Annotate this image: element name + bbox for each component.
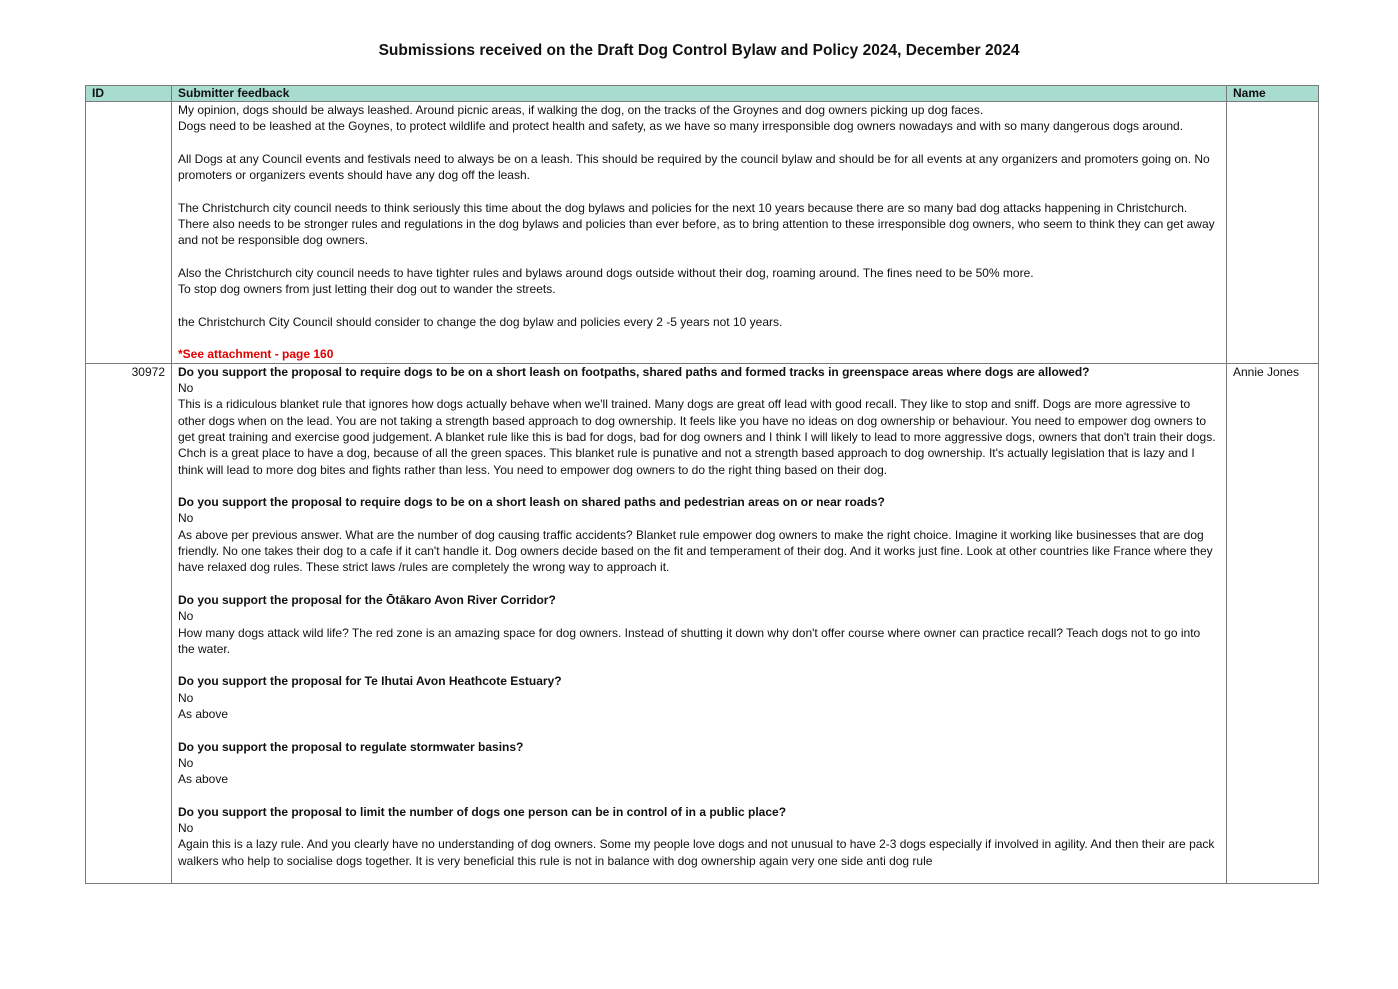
submitter-feedback-cell (172, 363, 1227, 883)
document-title: Submissions received on the Draft Dog Control Bylaw and Policy 2024, December 2024 (378, 42, 1020, 59)
comment: Again this is a lazy rule. And you clearly have no understanding of dog owners. Some my people love dogs and not unusual to have 2-3 dogs especially if involved in agility. And then their are pack walkers who help to socialise dogs together. It is very beneficial this rule is not in balance with dog ownership again very one side anti dog rule (178, 837, 1215, 868)
feedback-paragraph: Dogs need to be leashed at the Goynes, to protect wildlife and protect health and safety, as we have so many irresponsible dog owners nowadays and with so many dangerous dogs around. (178, 119, 1184, 134)
submission-id: 30972 (86, 363, 172, 883)
table-row (86, 102, 1319, 364)
answer: No (178, 609, 194, 624)
answer: No (178, 690, 194, 705)
answer: No (178, 511, 194, 526)
feedback-paragraph: To stop dog owners from just letting their dog out to wander the streets. (178, 282, 556, 297)
question: Do you support the proposal to require dogs to be on a short leash on shared paths and pedestrian areas on or near roads? (178, 495, 885, 510)
comment: As above (178, 772, 229, 787)
table-row (86, 363, 1319, 883)
question: Do you support the proposal to limit the number of dogs one person can be in control of in a public place? (178, 804, 787, 819)
question: Do you support the proposal for the Ōtākaro Avon River Corridor? (178, 592, 556, 607)
feedback-paragraph: the Christchurch City Council should consider to change the dog bylaw and policies every 2 -5 years not 10 years. (178, 314, 783, 329)
feedback-paragraph: Also the Christchurch city council needs to have tighter rules and bylaws around dogs outside without their dog, roaming around. The fines need to be 50% more. (178, 265, 1034, 280)
feedback-paragraph: All Dogs at any Council events and festivals need to always be on a leash. This should be required by the council bylaw and should be for all events at any organizers and promoters going on. No promoters or organizers events should have any dog off the leash. (178, 151, 1210, 183)
question: Do you support the proposal to regulate stormwater basins? (178, 739, 524, 754)
answer: No (178, 755, 194, 770)
header-name: Name (1227, 86, 1319, 102)
answer: No (178, 821, 194, 836)
comment: This is a ridiculous blanket rule that ignores how dogs actually behave when we'll trained. Many dogs are great off lead with good recall. They like to stop and sniff. Dogs are more agressive to other dogs when on the lead. You are not taking a strength based approach to dog ownership. It feels like you have no ideas on dog ownership or behaviour. You need to empower dog owners to get great training and exercise good judgement. A blanket rule like this is bad for dogs, bad for dog owners and I think I will likely to lead to more aggressive dogs, owners that don't train their dogs. Chch is a great place to have a dog, because of all the green spaces. This blanket rule is punative and not a strength based approach to dog ownership. It's actually legislation that is lazy and I think will lead to more dog bites and fights rather than less. You need to empower dog owners to do the right thing based on their dog. (178, 397, 1216, 477)
feedback-paragraph: My opinion, dogs should be always leashed. Around picnic areas, if walking the dog, on the tracks of the Groynes and dog owners picking up dog faces. (178, 103, 984, 117)
submissions-table (85, 85, 1319, 884)
attachment-reference: *See attachment - page 160 (178, 347, 334, 362)
answer: No (178, 381, 194, 396)
question: Do you support the proposal to require dogs to be on a short leash on footpaths, shared paths and formed tracks in greenspace areas where dogs are allowed? (178, 364, 1090, 379)
comment: How many dogs attack wild life? The red zone is an amazing space for dog owners. Instead of shutting it down why don't offer course where owner can practice recall? Teach dogs not to go into the water. (178, 625, 1201, 656)
submitter-name (1227, 102, 1319, 364)
feedback-paragraph: The Christchurch city council needs to think seriously this time about the dog bylaws and policies for the next 10 years because there are so many bad dog attacks happening in Christchurch. There also needs to be stronger rules and regulations in the dog bylaws and policies than ever before, as to bring attention to these irresponsible dog owners, who seem to think they can get away and not be responsible dog owners. (178, 200, 1215, 248)
comment: As above (178, 706, 229, 721)
submitter-name: Annie Jones (1227, 363, 1319, 883)
question: Do you support the proposal for Te Ihutai Avon Heathcote Estuary? (178, 674, 562, 689)
header-submitter-feedback: Submitter feedback (172, 86, 1227, 102)
table-header-row (86, 86, 1319, 102)
submitter-feedback-cell (172, 102, 1227, 364)
comment: As above per previous answer. What are the number of dog causing traffic accidents? Blanket rule empower dog owners to make the right choice. Imagine it working like businesses that are dog friendly. No one takes their dog to a cafe if it can't handle it. Dog owners decide based on the fit and temperament of their dog. And it works just fine. Look at other countries like France where they have relaxed dog rules. These strict laws /rules are completely the wrong way to approach it. (178, 527, 1213, 575)
header-id: ID (86, 86, 172, 102)
submission-id (86, 102, 172, 364)
